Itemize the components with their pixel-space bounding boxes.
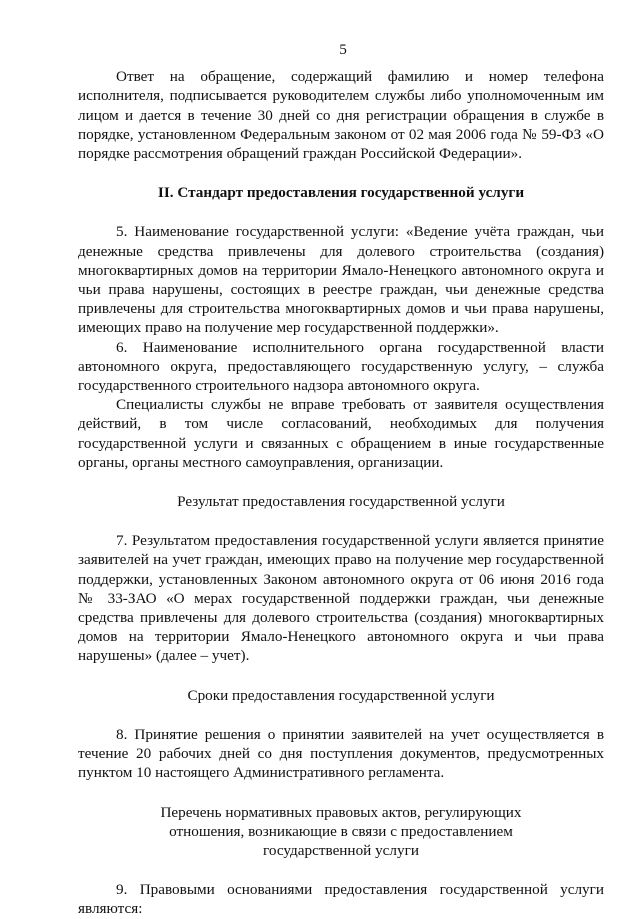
paragraph-6: 6. Наименование исполнительного органа государственной власти автономного округа, предоставляющего государственную услугу, – служба государственного строительного надзора автономного округа. (78, 338, 604, 395)
heading-legal-acts-line-1: Перечень нормативных правовых актов, регулирующих (160, 803, 522, 821)
heading-legal-acts-line-2: отношения, возникающие в связи с предоставлением (169, 822, 513, 840)
page-number: 5 (339, 41, 347, 58)
heading-legal-acts-line-3: государственной услуги (263, 841, 419, 859)
paragraph-6-continued: Специалисты службы не вправе требовать от заявителя осуществления действий, в том числе согласований, необходимых для получения государственной услуги и связанных с обращением в иные государственные органы, органы местного самоуправления, организации. (78, 396, 604, 471)
paragraph-5: 5. Наименование государственной услуги: «Ведение учёта граждан, чьи денежные средства привлечены для долевого строительства (создания) многоквартирных домов на территории Ямало-Ненецкого автономного округа и чьи права нарушены, состоящих в реестре граждан, чьи денежные средства привлечены для строительства многоквартирных домов и чьи права нарушены, имеющих право на получение мер государственной поддержки». (78, 223, 604, 337)
heading-terms: Сроки предоставления государственной услуги (187, 686, 495, 704)
paragraph-9: 9. Правовыми основаниями предоставления государственной услуги являются: (78, 881, 604, 918)
section-title: II. Стандарт предоставления государственной услуги (157, 184, 525, 202)
paragraph-7: 7. Результатом предоставления государственной услуги является принятие заявителей на учет граждан, имеющих право на получение мер государственной поддержки, установленных Законом автономного округа от 06 июня 2016 года № 33-ЗАО «О мерах государственной поддержки граждан, чьи денежные средства привлечены для долевого строительства (создания) многоквартирных домов на территории Ямало-Ненецкого автономного округа и чьи права нарушены» (далее – учет). (78, 532, 604, 665)
intro-paragraph: Ответ на обращение, содержащий фамилию и номер телефона исполнителя, подписывается руководителем службы либо уполномоченным им лицом и дается в течение 30 дней со дня регистрации обращения в службе в порядке, установленном Федеральным законом от 02 мая 2006 года № 59-ФЗ «О порядке рассмотрения обращений граждан Российской Федерации». (78, 68, 604, 163)
paragraph-8: 8. Принятие решения о принятии заявителей на учет осуществляется в течение 20 рабочих дней со дня поступления документов, предусмотренных пунктом 10 настоящего Административного регламента. (78, 725, 604, 782)
heading-result: Результат предоставления государственной услуги (177, 493, 505, 511)
heading-legal-acts (151, 803, 531, 861)
